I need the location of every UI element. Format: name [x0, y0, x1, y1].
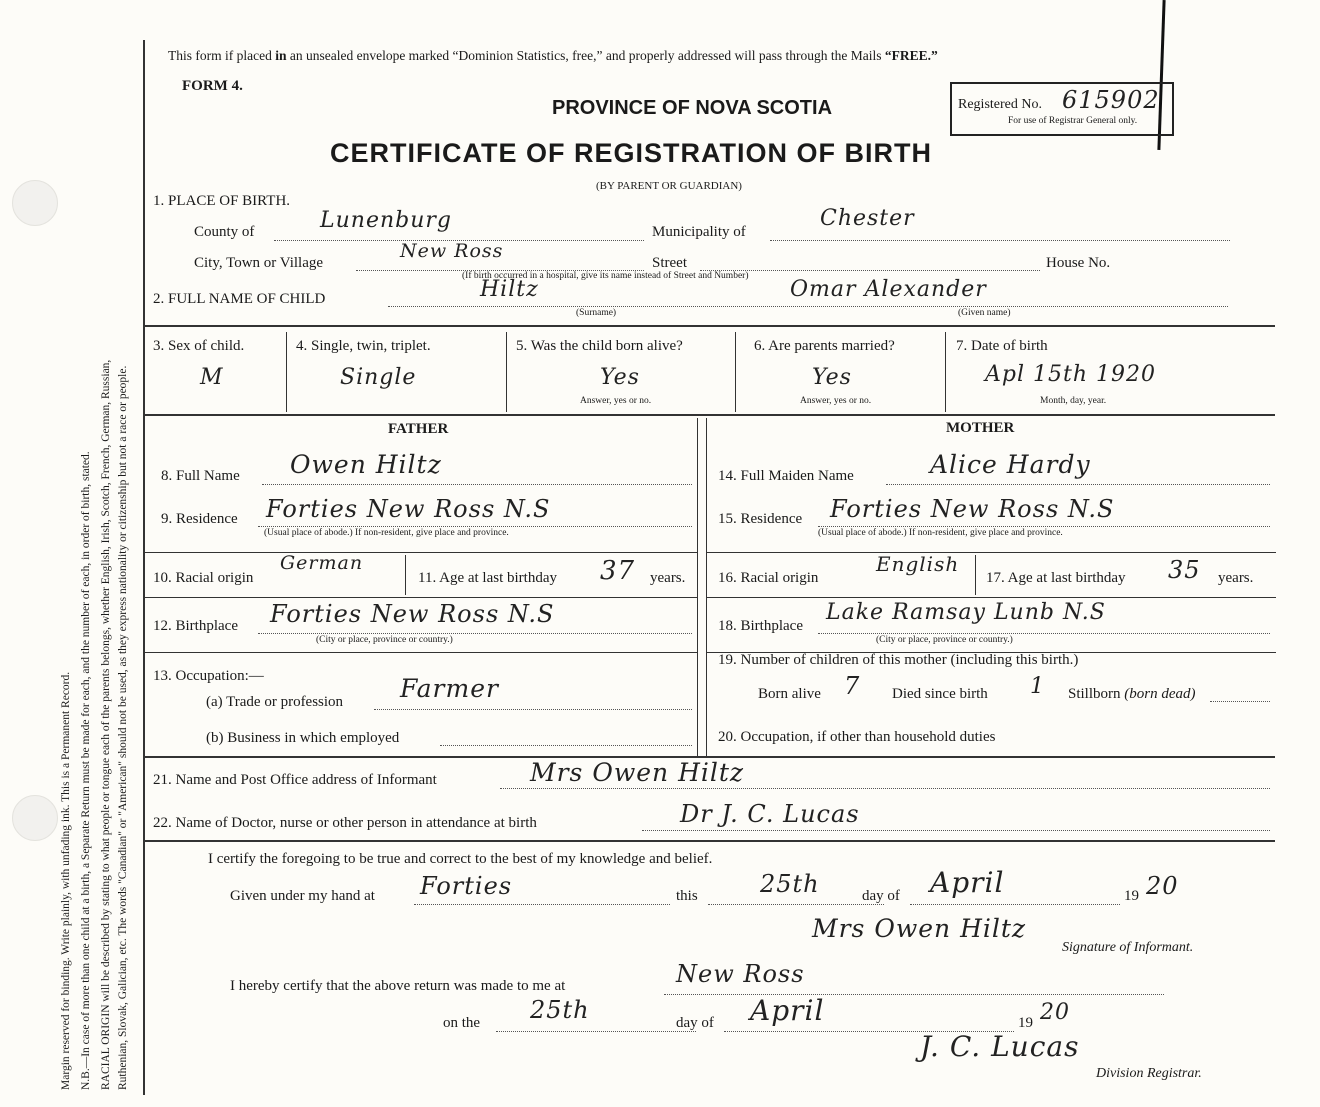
father-name-label: 8. Full Name [161, 468, 240, 484]
registrar-year-value: 20 [1040, 1000, 1070, 1025]
doctor-line [642, 830, 1270, 831]
divider-5-6 [735, 332, 736, 412]
mother-birthplace-caption: (City or place, province or country.) [876, 635, 1013, 645]
father-occupation-label: 13. Occupation:— [153, 668, 264, 684]
father-residence-label: 9. Residence [161, 511, 238, 527]
rule-parents-top [145, 414, 1275, 416]
father-age-label: 11. Age at last birthday [418, 570, 557, 586]
given-day-of-label: day of [862, 888, 900, 904]
father-residence-caption: (Usual place of abode.) If non-resident, give place and province. [264, 528, 509, 538]
rule-certification-top [145, 840, 1275, 842]
surname-caption: (Surname) [576, 308, 617, 318]
father-age-value: 37 [600, 556, 636, 586]
father-trade-value: Farmer [400, 674, 499, 703]
given-place-line [414, 904, 670, 905]
mother-name-value: Alice Hardy [930, 450, 1091, 479]
married-value: Yes [812, 365, 852, 390]
father-years-label: years. [650, 570, 686, 586]
city-value: New Ross [400, 240, 504, 262]
municipality-line [770, 240, 1230, 241]
born-alive-label: 5. Was the child born alive? [516, 338, 683, 354]
mother-origin-value: English [876, 552, 960, 576]
given-day-line [708, 904, 884, 905]
given-year-prefix: 19 [1124, 888, 1139, 904]
married-label: 6. Are parents married? [754, 338, 895, 354]
child-name-label: 2. FULL NAME OF CHILD [153, 291, 326, 307]
mother-birthplace-line [818, 633, 1270, 634]
born-alive-count-label: Born alive [758, 686, 821, 702]
mother-rule-2 [706, 597, 1276, 598]
on-the-label: on the [443, 1015, 481, 1031]
mother-residence-line [818, 526, 1270, 527]
mother-birthplace-value: Lake Ramsay Lunb N.S [826, 600, 1106, 625]
mother-residence-caption: (Usual place of abode.) If non-resident, give place and province. [818, 528, 1063, 538]
given-name-caption: (Given name) [958, 308, 1011, 318]
punch-hole-bottom [12, 795, 58, 841]
informant-signature-label: Signature of Informant. [1062, 940, 1194, 955]
certificate-title: CERTIFICATE OF REGISTRATION OF BIRTH [330, 138, 932, 168]
form-number: FORM 4. [182, 78, 243, 94]
given-month-line [910, 904, 1120, 905]
died-value: 1 [1030, 674, 1045, 699]
registrar-place-line [664, 994, 1164, 995]
registrar-signature: J. C. Lucas [920, 1030, 1080, 1063]
dob-caption: Month, day, year. [1040, 396, 1107, 406]
child-surname-value: Hiltz [480, 277, 539, 302]
stillborn-line [1210, 701, 1270, 702]
mother-age-value: 35 [1168, 556, 1201, 584]
given-month-value: April [930, 866, 1005, 899]
married-caption: Answer, yes or no. [800, 396, 872, 406]
county-value: Lunenburg [320, 208, 452, 233]
mother-birthplace-label: 18. Birthplace [718, 618, 803, 634]
registered-number: 615902 [1062, 86, 1160, 114]
house-no-label: House No. [1046, 255, 1111, 271]
father-residence-line [258, 526, 692, 527]
informant-line [500, 788, 1270, 789]
margin-note-binding: Margin reserved for binding. Write plainly, with unfading ink. This is a Permanent Record. [60, 671, 72, 1090]
father-origin-divider [405, 555, 406, 595]
place-of-birth-label: 1. PLACE OF BIRTH. [153, 193, 291, 209]
father-origin-label: 10. Racial origin [153, 570, 254, 586]
doctor-value: Dr J. C. Lucas [680, 800, 860, 828]
doctor-label: 22. Name of Doctor, nurse or other person in attendance at birth [153, 815, 537, 831]
father-trade-label: (a) Trade or profession [206, 694, 344, 710]
registered-label: Registered No. [958, 97, 1042, 112]
registrar-statement: I hereby certify that the above return was made to me at [230, 978, 566, 994]
mother-origin-divider [975, 555, 976, 595]
mother-residence-label: 15. Residence [718, 511, 803, 527]
mail-notice: This form if placed in an unsealed envelope marked “Dominion Statistics, free,” and properly addressed will pass through the Mails “FREE.” [168, 48, 938, 63]
margin-note-racial-origin-1: RACIAL ORIGIN will be described by stating to what people or tongue each of the parents belongs, whether English, Irish, Scotch, French, German, Russian, [100, 359, 112, 1090]
street-label: Street [652, 255, 687, 271]
dob-value: Apl 15th 1920 [985, 362, 1156, 387]
registrar-general-note: For use of Registrar General only. [1008, 116, 1138, 126]
informant-label: 21. Name and Post Office address of Informant [153, 772, 437, 788]
margin-note-multiple-births: N.B.—In case of more than one child at a birth, a Separate Return must be made for each, and the number of each, in order of birth, stated. [80, 451, 92, 1090]
divider-6-7 [945, 332, 946, 412]
hospital-note: (If birth occurred in a hospital, give its name instead of Street and Number) [462, 271, 749, 281]
father-origin-value: German [280, 552, 364, 574]
informant-value: Mrs Owen Hiltz [530, 758, 745, 787]
sex-label: 3. Sex of child. [153, 338, 245, 354]
given-place-value: Forties [420, 872, 513, 900]
mother-rule-1 [706, 552, 1276, 553]
given-year-value: 20 [1146, 872, 1179, 900]
province-heading: PROVINCE OF NOVA SCOTIA [552, 97, 833, 119]
form-left-border [143, 40, 145, 1095]
punch-hole-top [12, 180, 58, 226]
municipality-label: Municipality of [652, 224, 746, 240]
parents-divider-b [706, 418, 707, 756]
given-under-label: Given under my hand at [230, 888, 375, 904]
father-birthplace-line [258, 633, 692, 634]
sex-value: M [200, 365, 224, 390]
dob-label: 7. Date of birth [956, 338, 1048, 354]
father-birthplace-label: 12. Birthplace [153, 618, 238, 634]
this-label: this [676, 888, 698, 904]
parents-divider-a [697, 418, 698, 756]
mother-residence-value: Forties New Ross N.S [830, 495, 1115, 523]
divider-3-4 [286, 332, 287, 412]
children-count-label: 19. Number of children of this mother (including this birth.) [718, 652, 1079, 668]
child-name-line [388, 306, 1228, 307]
died-label: Died since birth [892, 686, 988, 702]
born-alive-value: Yes [600, 365, 640, 390]
registrar-day-of-label: day of [676, 1015, 714, 1031]
registrar-place-value: New Ross [676, 960, 805, 988]
mother-heading: MOTHER [946, 420, 1015, 436]
street-line [700, 270, 1040, 271]
county-label: County of [194, 224, 255, 240]
father-trade-line [374, 709, 692, 710]
plurality-label: 4. Single, twin, triplet. [296, 338, 431, 354]
city-label: City, Town or Village [194, 255, 324, 271]
father-name-line [262, 484, 692, 485]
margin-note-racial-origin-2: Ruthenian, Slovak, Galician, etc. The words "Canadian" or "American" should not be used, as they express nationality or citizenship but not a race or people. [117, 365, 129, 1090]
mother-name-label: 14. Full Maiden Name [718, 468, 854, 484]
informant-signature: Mrs Owen Hiltz [812, 914, 1027, 943]
father-birthplace-value: Forties New Ross N.S [270, 600, 555, 628]
stillborn-label: Stillborn (born dead) [1068, 686, 1196, 702]
divider-4-5 [506, 332, 507, 412]
mother-origin-label: 16. Racial origin [718, 570, 819, 586]
certification-statement: I certify the foregoing to be true and correct to the best of my knowledge and belief. [208, 851, 713, 867]
father-business-label: (b) Business in which employed [206, 730, 400, 746]
father-heading: FATHER [388, 421, 449, 437]
mother-occupation-label: 20. Occupation, if other than household duties [718, 729, 996, 745]
father-name-value: Owen Hiltz [290, 450, 442, 479]
father-rule-3 [145, 652, 697, 653]
rule-child-top [145, 325, 1275, 327]
mother-years-label: years. [1218, 570, 1254, 586]
father-rule-2 [145, 597, 697, 598]
division-registrar-label: Division Registrar. [1096, 1066, 1202, 1081]
mother-name-line [886, 484, 1270, 485]
child-given-value: Omar Alexander [790, 277, 987, 302]
father-rule-1 [145, 552, 697, 553]
registrar-day-line [496, 1031, 696, 1032]
given-day-value: 25th [760, 870, 820, 898]
registrar-day-value: 25th [530, 996, 590, 1024]
father-birthplace-caption: (City or place, province or country.) [316, 635, 453, 645]
registrar-month-value: April [750, 994, 825, 1027]
certificate-subtitle: (BY PARENT OR GUARDIAN) [596, 180, 742, 192]
municipality-value: Chester [820, 206, 915, 231]
father-business-line [440, 745, 692, 746]
mother-age-label: 17. Age at last birthday [986, 570, 1126, 586]
registrar-year-prefix: 19 [1018, 1015, 1033, 1031]
plurality-value: Single [340, 365, 417, 390]
born-alive-caption: Answer, yes or no. [580, 396, 652, 406]
born-alive-count-value: 7 [844, 672, 861, 700]
father-residence-value: Forties New Ross N.S [266, 495, 551, 523]
